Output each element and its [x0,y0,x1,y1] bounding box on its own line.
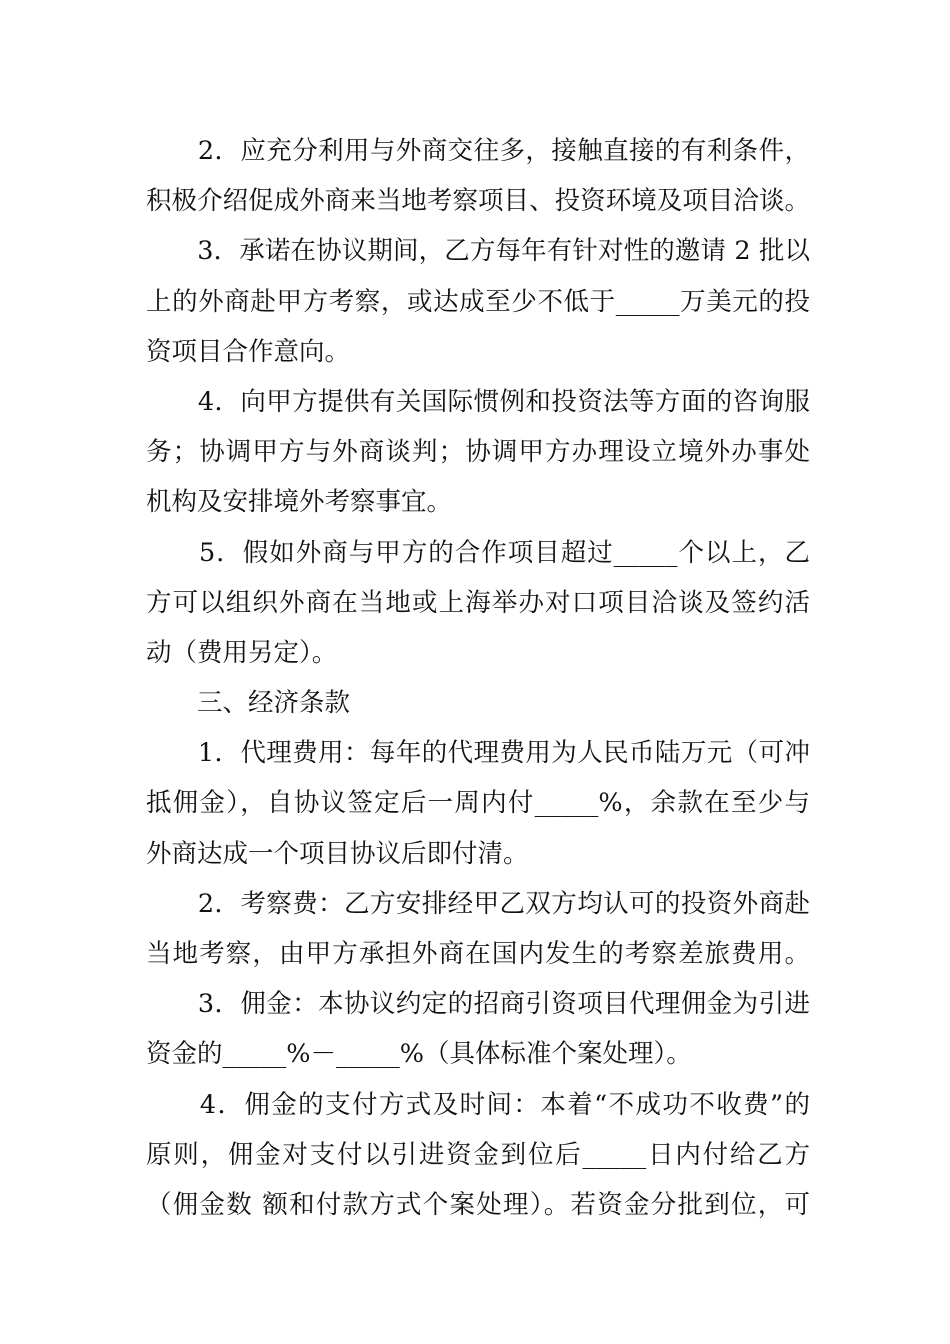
document-line: 方可以组织外商在当地或上海举办对口项目洽谈及签约活 [146,587,810,618]
document-line: 务；协调甲方与外商谈判；协调甲方办理设立境外办事处 [146,437,810,468]
document-body [146,126,810,1230]
document-line: 资金的_____%－_____%（具体标准个案处理）。 [146,1039,692,1070]
document-line: （佣金数 额和付款方式个案处理）。若资金分批到位，可 [146,1189,810,1220]
document-line: 上的外商赴甲方考察，或达成至少不低于_____万美元的投 [146,286,810,317]
document-line: 3．承诺在协议期间，乙方每年有针对性的邀请 2 批以 [146,236,810,267]
document-line: 机构及安排境外考察事宜。 [146,487,453,518]
document-line: 4．佣金的支付方式及时间：本着“不成功不收费”的 [146,1089,810,1120]
document-line: 动（费用另定）。 [146,637,338,668]
document-line: 积极介绍促成外商来当地考察项目、投资环境及项目洽谈。 [146,186,810,217]
document-line: 1．代理费用：每年的代理费用为人民币陆万元（可冲 [146,738,810,769]
document-line: 2．考察费：乙方安排经甲乙双方均认可的投资外商赴 [146,888,810,919]
document-line: 5．假如外商与甲方的合作项目超过_____个以上，乙 [146,537,810,568]
document-line: 外商达成一个项目协议后即付清。 [146,838,529,869]
document-line: 抵佣金），自协议签定后一周内付_____%，余款在至少与 [146,788,810,819]
document-line: 4．向甲方提供有关国际惯例和投资法等方面的咨询服 [146,386,810,417]
document-line: 原则，佣金对支付以引进资金到位后_____日内付给乙方 [146,1139,810,1170]
document-line: 3．佣金：本协议约定的招商引资项目代理佣金为引进 [146,989,810,1020]
document-line: 资项目合作意向。 [146,336,351,367]
document-line: 2．应充分利用与外商交往多，接触直接的有利条件， [146,136,810,166]
document-line: 三、经济条款 [146,688,351,719]
document-line: 当地考察，由甲方承担外商在国内发生的考察差旅费用。 [146,939,810,969]
